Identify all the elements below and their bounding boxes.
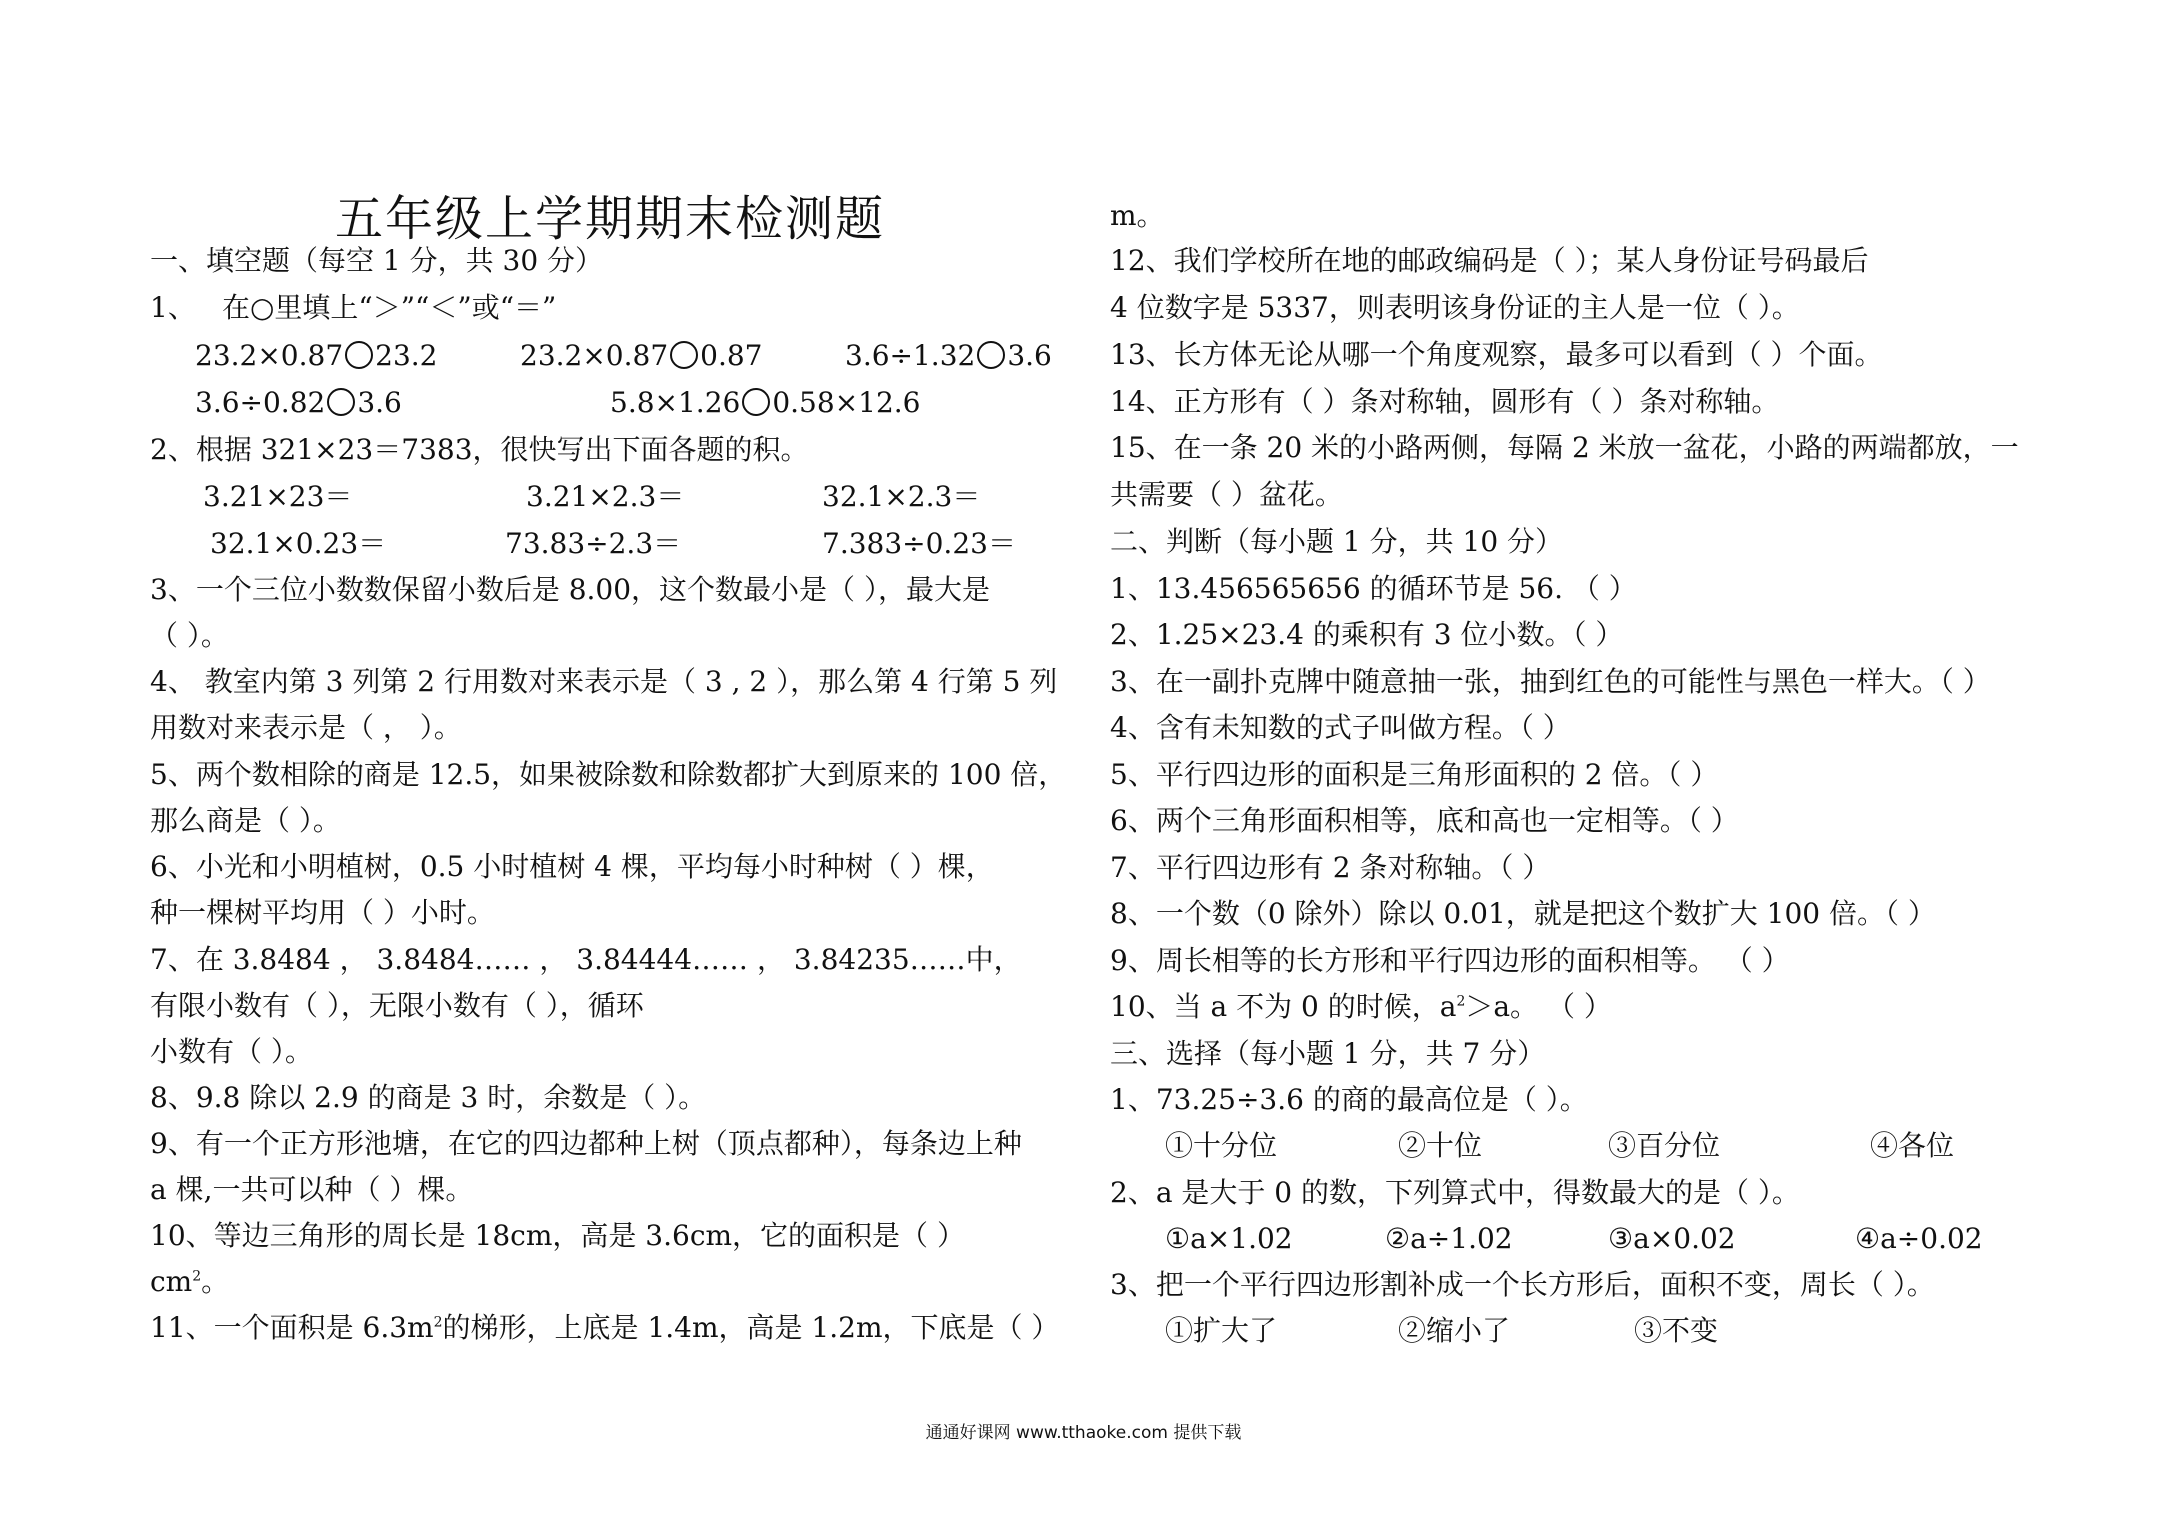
q1-compare-5 [610,385,921,421]
q7-line-1: 7、在 3.8484 ， 3.8484…… ， 3.84444…… ， 3.84235……中， [150,943,1022,976]
q11-part-a: 11、一个面积是 6.3m [150,1311,434,1344]
q1-compare-3 [845,338,1052,374]
blank-circle[interactable] [977,341,1005,369]
choice-3: 3、把一个平行四边形割补成一个长方形后，面积不变，周长（ ）。 [1110,1268,1935,1301]
choice-1: 1、73.25÷3.6 的商的最高位是（ ）。 [1110,1083,1588,1116]
choice-3-option: ①扩大了 [1165,1314,1278,1347]
section-2-header: 二、判断（每小题 1 分，共 10 分） [1110,525,1564,558]
superscript: 2 [1456,993,1466,1010]
q1-text: 在○里填上“＞”“＜”或“＝” [222,291,557,324]
q4-line-1: 4、 教室内第 3 列第 2 行用数对来表示是（ 3 , 2 ），那么第 4 行第 5 列 [150,665,1058,698]
q9-line-1: 9、有一个正方形池塘，在它的四边都种上树（顶点都种），每条边上种 [150,1127,1022,1160]
q1-compare-1 [195,338,438,374]
choice-2-option: ④a÷0.02 [1855,1222,1983,1255]
expr: 23.2 [375,339,438,372]
q2-item-3: 32.1×2.3＝ [822,480,981,513]
choice-1-option: ④各位 [1870,1129,1955,1162]
judge-1: 1、13.456565656 的循环节是 56. （ ） [1110,572,1637,605]
q11-part-b: 的梯形，上底是 1.4m，高是 1.2m，下底是（ ） [442,1311,1060,1344]
choice-1-option: ②十位 [1398,1129,1483,1162]
choice-2-option: ③a×0.02 [1608,1222,1736,1255]
q1-compare-2 [520,338,763,374]
q4-line-2: 用数对来表示是（ ， ）。 [150,711,462,744]
q2-item-1: 3.21×23＝ [203,480,353,513]
choice-1-option: ③百分位 [1608,1129,1721,1162]
period: 。 [201,1265,230,1298]
q15-line-1: 15、在一条 20 米的小路两侧，每隔 2 米放一盆花，小路的两端都放，一 [1110,431,2019,464]
q1-number: 1、 [150,291,196,324]
expr: 0.87 [700,339,763,372]
q1-compare-4 [195,385,402,421]
q10-line-2 [150,1264,229,1300]
blank-circle[interactable] [742,388,770,416]
choice-2-option: ①a×1.02 [1165,1222,1293,1255]
expr: 0.58×12.6 [772,386,921,419]
superscript: 2 [433,1314,443,1331]
section-1-header: 一、填空题（每空 1 分，共 30 分） [150,244,604,277]
expr: 3.6÷0.82 [195,386,326,419]
q5-line-2: 那么商是（ ）。 [150,804,341,837]
q5-line-1: 5、两个数相除的商是 12.5，如果被除数和除数都扩大到原来的 100 倍， [150,758,1067,791]
judge-5: 5、平行四边形的面积是三角形面积的 2 倍。（ ） [1110,758,1719,791]
q8-text: 8、9.8 除以 2.9 的商是 3 时，余数是（ ）。 [150,1081,707,1114]
judge-10 [1110,989,1612,1025]
judge-9: 9、周长相等的长方形和平行四边形的面积相等。 （ ） [1110,944,1790,977]
expr: 3.6 [1007,339,1052,372]
q12-line-1: 12、我们学校所在地的邮政编码是（ ）；某人身份证号码最后 [1110,244,1869,277]
judge-6: 6、两个三角形面积相等，底和高也一定相等。（ ） [1110,804,1739,837]
q2-text: 2、根据 321×23＝7383，很快写出下面各题的积。 [150,433,809,466]
choice-3-option: ②缩小了 [1398,1314,1511,1347]
q14-text: 14、正方形有（ ）条对称轴，圆形有（ ）条对称轴。 [1110,385,1780,418]
judge-7: 7、平行四边形有 2 条对称轴。（ ） [1110,851,1551,884]
blank-circle[interactable] [327,388,355,416]
q3-line-1: 3、一个三位小数数保留小数后是 8.00，这个数最小是（ ），最大是 [150,573,990,606]
q13-text: 13、长方体无论从哪一个角度观察，最多可以看到（ ）个面。 [1110,338,1883,371]
q2-item-4: 32.1×0.23＝ [210,527,387,560]
judge-10-part-a: 10、当 a 不为 0 的时候，a [1110,990,1457,1023]
section-3-header: 三、选择（每小题 1 分，共 7 分） [1110,1037,1546,1070]
q2-item-2: 3.21×2.3＝ [526,480,685,513]
choice-3-option: ③不变 [1634,1314,1719,1347]
judge-8: 8、一个数（0 除外）除以 0.01，就是把这个数扩大 100 倍。（ ） [1110,897,1936,930]
expr: 3.6÷1.32 [845,339,976,372]
judge-3: 3、在一副扑克牌中随意抽一张，抽到红色的可能性与黑色一样大。（ ） [1110,665,1991,698]
expr: 23.2×0.87 [195,339,344,372]
unit: cm [150,1265,193,1298]
q9-line-2: a 棵,一共可以种（ ）棵。 [150,1173,474,1206]
q15-line-2: 共需要（ ）盆花。 [1110,478,1343,511]
q7-line-3: 小数有（ ）。 [150,1035,313,1068]
choice-2-option: ②a÷1.02 [1385,1222,1513,1255]
choice-1-option: ①十分位 [1165,1129,1278,1162]
judge-4: 4、含有未知数的式子叫做方程。（ ） [1110,711,1571,744]
expr: 5.8×1.26 [610,386,741,419]
q7-line-2: 有限小数有（ ），无限小数有（ ），循环 [150,989,644,1022]
footer-note: 通通好课网 www.tthaoke.com 提供下载 [925,1423,1242,1443]
q12-line-2: 4 位数字是 5337，则表明该身份证的主人是一位（ ）。 [1110,291,1800,324]
q2-item-6: 7.383÷0.23＝ [822,527,1016,560]
q2-item-5: 73.83÷2.3＝ [505,527,682,560]
page-title: 五年级上学期期末检测题 [335,191,886,247]
q11-continuation: m。 [1110,199,1165,232]
superscript: 2 [192,1268,202,1285]
judge-10-part-b: ＞a。 （ ） [1465,990,1612,1023]
expr: 23.2×0.87 [520,339,669,372]
expr: 3.6 [357,386,402,419]
choice-2: 2、a 是大于 0 的数，下列算式中，得数最大的是（ ）。 [1110,1176,1800,1209]
q6-line-1: 6、小光和小明植树，0.5 小时植树 4 棵，平均每小时种树（ ）棵， [150,850,994,883]
judge-2: 2、1.25×23.4 的乘积有 3 位小数。（ ） [1110,618,1624,651]
q3-line-2: （ ）。 [150,619,229,652]
q11-line-1 [150,1310,1059,1346]
q6-line-2: 种一棵树平均用（ ）小时。 [150,896,495,929]
blank-circle[interactable] [670,341,698,369]
blank-circle[interactable] [345,341,373,369]
q10-line-1: 10、等边三角形的周长是 18cm，高是 3.6cm，它的面积是（ ） [150,1219,965,1252]
